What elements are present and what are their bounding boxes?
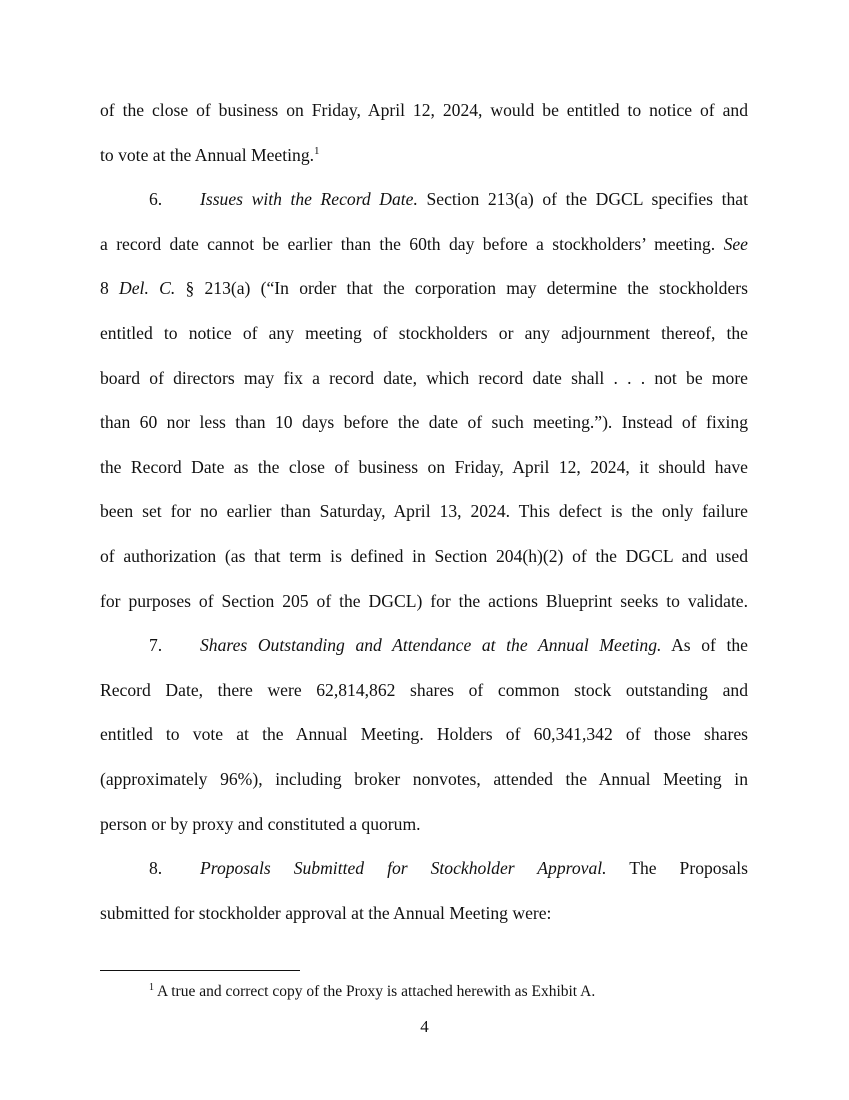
paragraph-8-heading-line: 8. Proposals Submitted for Stockholder Approval. The Proposals	[100, 846, 748, 891]
footnote-divider	[100, 970, 300, 971]
citation-reporter: Del. C.	[119, 278, 176, 299]
footnote-marker: 1	[149, 982, 154, 993]
body-line-12: for purposes of Section 205 of the DGCL) for the actions Blueprint seeks to validate.	[100, 590, 748, 611]
paragraph-heading-proposals: Proposals Submitted for Stockholder Approval.	[200, 858, 607, 879]
paragraph-heading-record-date: Issues with the Record Date.	[200, 189, 418, 210]
body-line-1: of the close of business on Friday, April 12, 2024, would be entitled to notice of and	[100, 100, 748, 120]
body-line-8: than 60 nor less than 10 days before the date of such meeting.”). Instead of fixing	[100, 412, 748, 433]
body-line-11: of authorization (as that term is defined in Section 204(h)(2) of the DGCL and used	[100, 545, 748, 566]
paragraph-number-7: 7.	[149, 635, 163, 656]
body-line-6: entitled to notice of any meeting of stockholders or any adjournment thereof, the	[100, 322, 748, 343]
body-line-10: been set for no earlier than Saturday, April 13, 2024. This defect is the only failure	[100, 501, 748, 522]
paragraph-heading-shares-outstanding: Shares Outstanding and Attendance at the Annual Meeting.	[200, 635, 662, 656]
footnote	[149, 981, 595, 1003]
body-line-19: submitted for stockholder approval at the Annual Meeting were:	[100, 902, 552, 923]
body-line-15: entitled to vote at the Annual Meeting. Holders of 60,341,342 of those shares	[100, 724, 748, 745]
paragraph-7-heading-line: 7. Shares Outstanding and Attendance at the Annual Meeting. As of the	[100, 623, 748, 668]
document-body	[100, 88, 748, 935]
page-number: 4	[420, 1017, 429, 1036]
body-line-9: the Record Date as the close of business on Friday, April 12, 2024, it should have	[100, 456, 748, 477]
body-line-7: board of directors may fix a record date, which record date shall . . . not be more	[100, 367, 748, 388]
body-line-14: Record Date, there were 62,814,862 shares of common stock outstanding and	[100, 679, 748, 700]
citation-signal: See	[723, 233, 748, 254]
paragraph-6-heading-line: 6. Issues with the Record Date. Section 213(a) of the DGCL specifies that	[100, 177, 748, 222]
body-line-4: a record date cannot be earlier than the 60th day before a stockholders’ meeting. See	[100, 233, 748, 254]
footnote-text: A true and correct copy of the Proxy is attached herewith as Exhibit A.	[154, 983, 596, 1000]
body-line-2: to vote at the Annual Meeting.$^1$	[100, 144, 320, 165]
body-line-5: 8 Del. C. § 213(a) (“In order that the corporation may determine the stockholders	[100, 278, 748, 299]
footnote-reference[interactable]: 1	[314, 144, 320, 157]
paragraph-number-8: 8.	[149, 858, 163, 879]
body-line-17: person or by proxy and constituted a quorum.	[100, 813, 421, 834]
body-line-16: (approximately 96%), including broker nonvotes, attended the Annual Meeting in	[100, 768, 748, 789]
paragraph-number-6: 6.	[149, 189, 163, 210]
